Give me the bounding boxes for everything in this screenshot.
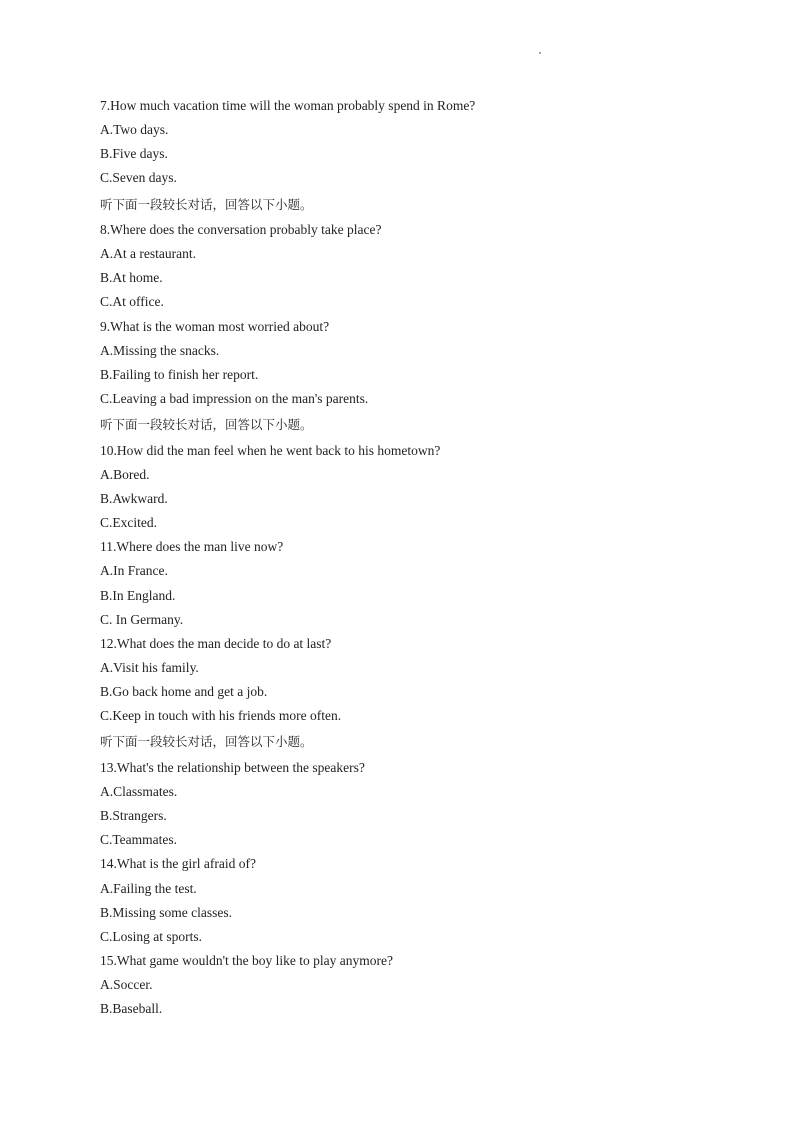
answer-option: A.Failing the test.: [100, 880, 197, 896]
answer-option: C.Excited.: [100, 515, 157, 531]
answer-option: C.At office.: [100, 294, 164, 310]
answer-option: A.Soccer.: [100, 977, 153, 993]
answer-option: B.Go back home and get a job.: [100, 684, 268, 700]
question-text: 13.What's the relationship between the speakers?: [100, 759, 365, 775]
section-instruction: 听下面一段较长对话，回答以下小题。: [100, 734, 313, 750]
answer-option: B.Awkward.: [100, 490, 168, 506]
question-text: 14.What is the girl afraid of?: [100, 856, 256, 872]
question-text: 12.What does the man decide to do at last?: [100, 635, 332, 651]
answer-option: B.Baseball.: [100, 1001, 163, 1017]
question-text: 10.How did the man feel when he went back to his hometown?: [100, 442, 441, 458]
answer-option: C.Keep in touch with his friends more often.: [100, 708, 342, 724]
question-text: 11.Where does the man live now?: [100, 539, 284, 555]
question-text: 9.What is the woman most worried about?: [100, 318, 330, 334]
question-text: 7.How much vacation time will the woman probably spend in Rome?: [100, 98, 476, 113]
section-instruction: 听下面一段较长对话，回答以下小题。: [100, 417, 313, 433]
question-text: 8.Where does the conversation probably take place?: [100, 222, 382, 238]
answer-option: B.Missing some classes.: [100, 904, 233, 920]
answer-option: B.In England.: [100, 587, 176, 603]
answer-option: A.Classmates.: [100, 784, 178, 800]
answer-option: B.Strangers.: [100, 808, 167, 824]
answer-option: C.Teammates.: [100, 832, 178, 848]
answer-option: A.Bored.: [100, 466, 150, 482]
answer-option: B.Five days.: [100, 146, 168, 162]
document-content: [100, 94, 740, 1021]
answer-option: A.Visit his family.: [100, 659, 199, 675]
answer-option: C.Seven days.: [100, 170, 177, 186]
section-instruction: 听下面一段较长对话，回答以下小题。: [100, 196, 313, 212]
question-text: 15.What game wouldn't the boy like to play anymore?: [100, 953, 393, 968]
answer-option: A.In France.: [100, 563, 168, 579]
answer-option: A.At a restaurant.: [100, 246, 196, 262]
answer-option: A.Missing the snacks.: [100, 342, 220, 358]
answer-option: C.Leaving a bad impression on the man's parents.: [100, 391, 369, 407]
answer-option: A.Two days.: [100, 122, 169, 138]
page-mark-dot: [539, 52, 541, 54]
answer-option: C. In Germany.: [100, 611, 184, 627]
answer-option: B.At home.: [100, 270, 163, 286]
answer-option: C.Losing at sports.: [100, 928, 203, 944]
answer-option: B.Failing to finish her report.: [100, 366, 259, 382]
